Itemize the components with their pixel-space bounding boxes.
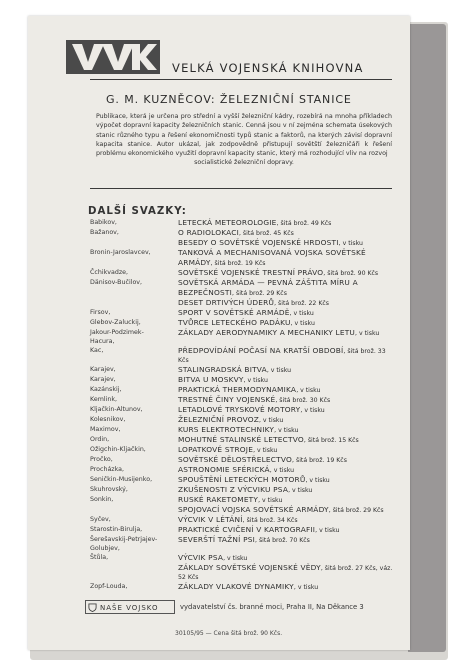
- volume-row: [90, 485, 396, 495]
- volume-note: , v tisku: [305, 477, 330, 484]
- volume-note: , šitá brož. 22 Kčs: [274, 300, 330, 307]
- author-line: Hacura,: [90, 338, 115, 345]
- volume-entry: [178, 328, 396, 346]
- volume-author: [90, 415, 178, 425]
- volume-title: SEVERŠTÍ TAŽNÍ PSI: [178, 535, 256, 544]
- volume-title: ASTRONOMIE SFÉRICKÁ: [178, 465, 270, 474]
- volume-title: PRAKTICKÁ THERMODYNAMIKA: [178, 385, 297, 394]
- volume-entry: [178, 505, 396, 515]
- volume-row: [90, 415, 396, 425]
- volume-row: [90, 445, 396, 455]
- author-line: Firsov,: [90, 309, 111, 316]
- volume-title: SOVĚTSKÁ ARMÁDA — PEVNÁ ZÁŠTITA MÍRU A BEZPEČNOSTI: [178, 278, 358, 297]
- volume-note: , v tisku: [274, 427, 299, 434]
- volume-note: , v tisku: [243, 377, 268, 384]
- volume-author: [90, 405, 178, 415]
- volume-row: [90, 395, 396, 405]
- author-line: Seničkin-Musijenko,: [90, 476, 153, 483]
- volume-author: [90, 375, 178, 385]
- volume-title: DESET DRTIVÝCH ÚDERŮ: [178, 298, 275, 307]
- volume-row: [90, 563, 396, 582]
- volume-entry: [178, 495, 396, 505]
- author-line: Kac,: [90, 347, 104, 354]
- volume-title: TRESTNÉ ČINY VOJENSKÉ: [178, 395, 276, 404]
- volume-author: [90, 485, 178, 495]
- volume-entry: [178, 475, 396, 485]
- volume-entry: [178, 318, 396, 328]
- description-last-line: socialistické železniční dopravy.: [194, 159, 294, 167]
- volume-title: SOVĚTSKÉ DĚLOSTŘELECTVO: [178, 455, 293, 464]
- volume-note: , šitá brož. 27 Kčs, váz. 52 Kčs: [178, 565, 393, 581]
- volume-note: , v tisku: [289, 310, 314, 317]
- publisher-address: vydavatelství čs. branné moci, Praha II, Na Děkance 3: [180, 603, 364, 611]
- volume-title: LOPATKOVÉ STROJE: [178, 445, 254, 454]
- volume-entry: [178, 415, 396, 425]
- volume-note: , v tisku: [293, 584, 319, 591]
- volumes-list: [90, 218, 396, 592]
- volume-author: [90, 525, 178, 535]
- volume-note: , v tisku: [296, 387, 321, 394]
- volume-title: RUSKÉ RAKETOMETY: [178, 495, 259, 504]
- book-description: [96, 112, 392, 168]
- divider-bottom: [90, 188, 392, 189]
- volume-row: [90, 375, 396, 385]
- volume-row: [90, 525, 396, 535]
- volume-entry: [178, 375, 396, 385]
- vvk-logo: [66, 40, 160, 74]
- volume-row: [90, 218, 396, 228]
- volume-author: [90, 278, 178, 298]
- volume-row: [90, 238, 396, 248]
- book-spine: [408, 24, 446, 652]
- volume-author: [90, 475, 178, 485]
- volume-entry: [178, 455, 396, 465]
- volume-entry: [178, 553, 396, 563]
- author-line: Skuhrovský,: [90, 486, 128, 493]
- volume-entry: [178, 525, 396, 535]
- volume-author: [90, 385, 178, 395]
- volume-entry: [178, 278, 396, 298]
- volume-author: [90, 445, 178, 455]
- volume-title: LETADLOVÉ TRYSKOVÉ MOTORY: [178, 405, 301, 414]
- volume-note: , šitá brož. 29 Kčs: [232, 290, 287, 297]
- shield-icon: [88, 603, 97, 612]
- author-line: Bronin-Jaroslavcev,: [90, 249, 151, 256]
- volume-note: , v tisku: [338, 240, 363, 247]
- series-title: VELKÁ VOJENSKÁ KNIHOVNA: [172, 61, 364, 75]
- author-line: Kljačkin-Altunov,: [90, 406, 143, 413]
- volume-author: [90, 563, 178, 582]
- volume-note: , šitá brož. 15 Kčs: [303, 437, 359, 444]
- volume-entry: [178, 218, 396, 228]
- volume-note: , v tisku: [266, 367, 292, 374]
- volume-title: ZKUŠENOSTI Z VÝCVIKU PSA: [178, 485, 289, 494]
- volume-note: , v tisku: [223, 555, 248, 562]
- volume-title: PŘEDPOVÍDÁNÍ POČASÍ NA KRATŠÍ OBDOBÍ: [178, 346, 344, 355]
- author-line: Zopf-Louda,: [90, 583, 128, 590]
- volume-row: [90, 465, 396, 475]
- volume-entry: [178, 485, 396, 495]
- volume-title: BESEDY O SOVĚTSKÉ VOJENSKÉ HRDOSTI: [178, 238, 339, 247]
- author-line: Dänisov-Bučilov,: [90, 279, 143, 286]
- volume-row: [90, 385, 396, 395]
- volume-author: [90, 425, 178, 435]
- volume-title: VÝCVIK V LÉTÁNÍ: [178, 515, 243, 524]
- volume-note: , v tisku: [315, 527, 340, 534]
- volume-author: [90, 495, 178, 505]
- volume-author: [90, 582, 178, 592]
- volume-row: [90, 228, 396, 238]
- volume-entry: [178, 435, 396, 445]
- volume-entry: [178, 582, 396, 592]
- volume-note: , šitá brož. 33 Kčs: [178, 348, 386, 364]
- volume-row: [90, 298, 396, 308]
- volume-note: , šitá brož. 19 Kčs: [210, 260, 266, 267]
- volume-row: [90, 553, 396, 563]
- volume-row: [90, 328, 396, 346]
- volume-title: SOVĚTSKÉ VOJENSKÉ TRESTNÍ PRÁVO: [178, 268, 324, 277]
- author-line: Karajev,: [90, 366, 116, 373]
- volume-note: , šitá brož. 49 Kčs: [276, 220, 332, 227]
- volume-entry: [178, 563, 396, 582]
- volume-row: [90, 308, 396, 318]
- author-line: Sonkin,: [90, 496, 114, 503]
- volume-entry: [178, 268, 396, 278]
- volume-author: [90, 515, 178, 525]
- author-line: Golubjev,: [90, 545, 120, 552]
- volume-title: ZÁKLADY SOVĚTSKÉ VOJENSKÉ VĚDY: [178, 563, 321, 572]
- volume-author: [90, 395, 178, 405]
- volume-author: [90, 505, 178, 515]
- imprint-logo-text: NAŠE VOJSKO: [100, 604, 159, 612]
- volume-entry: [178, 425, 396, 435]
- volume-row: [90, 435, 396, 445]
- volume-row: [90, 495, 396, 505]
- author-line: Čchikvadze,: [90, 269, 129, 276]
- author-line: Karajev,: [90, 376, 116, 383]
- volume-entry: [178, 346, 396, 365]
- divider-top: [90, 79, 392, 80]
- volume-note: , v tisku: [259, 417, 284, 424]
- volume-title: PRAKTICKÉ CVIČENÍ V KARTOGRAFII: [178, 525, 316, 534]
- author-line: Ožigchin-Kljačkin,: [90, 446, 146, 453]
- volume-row: [90, 425, 396, 435]
- volume-row: [90, 346, 396, 365]
- author-line: Starostin-Birulja,: [90, 526, 143, 533]
- volume-row: [90, 248, 396, 268]
- volume-note: , v tisku: [269, 467, 295, 474]
- volume-title: STALINGRADSKÁ BITVA: [178, 365, 267, 374]
- volume-row: [90, 318, 396, 328]
- volume-title: KURS ELEKTROTECHNIKY: [178, 425, 275, 434]
- volume-title: SPOUŠTĚNÍ LETECKÝCH MOTORŮ: [178, 475, 306, 484]
- author-line: Pročko,: [90, 456, 113, 463]
- volume-note: , v tisku: [355, 330, 380, 337]
- author-line: Kemlink,: [90, 396, 117, 403]
- volume-row: [90, 515, 396, 525]
- author-line: Kazánskij,: [90, 386, 122, 393]
- author-line: Babikov,: [90, 219, 117, 226]
- book-title: G. M. KUZNĚCOV: ŽELEZNIČNÍ STANICE: [106, 93, 352, 106]
- volume-title: ŽELEZNIČNÍ PROVOZ: [178, 415, 259, 424]
- volume-row: [90, 475, 396, 485]
- volume-title: MOHUTNÉ STALINSKÉ LETECTVO: [178, 435, 304, 444]
- volume-entry: [178, 515, 396, 525]
- volume-author: [90, 308, 178, 318]
- author-line: Bažanov,: [90, 229, 119, 236]
- volume-entry: [178, 385, 396, 395]
- volume-entry: [178, 405, 396, 415]
- volume-author: [90, 455, 178, 465]
- volume-title: ZÁKLADY VLAKOVÉ DYNAMIKY: [178, 582, 294, 591]
- volume-note: , v tisku: [253, 447, 278, 454]
- volume-entry: [178, 365, 396, 375]
- volume-note: , v tisku: [290, 320, 315, 327]
- volume-row: [90, 505, 396, 515]
- volume-author: [90, 346, 178, 365]
- imprint-logo: [85, 600, 175, 614]
- volume-row: [90, 278, 396, 298]
- volume-author: [90, 318, 178, 328]
- volume-note: , v tisku: [300, 407, 325, 414]
- volume-row: [90, 405, 396, 415]
- volume-title: ZÁKLADY AERODYNAMIKY A MECHANIKY LETU: [178, 328, 356, 337]
- author-line: Jakour-Podzimek-: [90, 329, 144, 336]
- author-line: Maximov,: [90, 426, 121, 433]
- volume-author: [90, 248, 178, 268]
- description-paragraph: Publikace, která je určena pro střední a vyšší železniční kádry, rozebírá na mnoha příkladech výpočet dopravní kapacity železničních stanic. Cenná jsou v ní zejména schemata úsekových stanic různého typu a řešení ekonomičnosti typů stanic a faktorů, na kterých závisí dopravní kapacita stanice. Autor ukázal, jak zodpovědně přistupují sovětští železničáři k řešení problému ekonomického využití dopravní kapacity stanic, který má rozhodující vliv na rozvoj: [96, 113, 392, 158]
- volume-title: SPORT V SOVĚTSKÉ ARMÁDĚ: [178, 308, 290, 317]
- volume-entry: [178, 238, 396, 248]
- volume-note: , v tisku: [258, 497, 283, 504]
- volume-row: [90, 365, 396, 375]
- volume-title: SPOJOVACÍ VOJSKA SOVĚTSKÉ ARMÁDY: [178, 505, 329, 514]
- volume-author: [90, 553, 178, 563]
- volume-note: , šitá brož. 90 Kčs: [323, 270, 379, 277]
- volume-title: TVŮRCE LETECKÉHO PADÁKU: [178, 318, 291, 327]
- volume-author: [90, 218, 178, 228]
- volume-entry: [178, 465, 396, 475]
- author-line: Glebov-Zaluckij,: [90, 319, 141, 326]
- volume-row: [90, 268, 396, 278]
- author-line: Kolesnikov,: [90, 416, 126, 423]
- author-line: Štůla,: [90, 554, 109, 561]
- volume-title: TANKOVÁ A MECHANISOVANÁ VOJSKA SOVĚTSKÉ ARMÁDY: [178, 248, 366, 267]
- volume-note: , šitá brož. 34 Kčs: [242, 517, 298, 524]
- volume-author: [90, 465, 178, 475]
- volume-note: , šitá brož. 29 Kčs: [328, 507, 384, 514]
- volume-title: BITVA U MOSKVY: [178, 375, 244, 384]
- volume-row: [90, 455, 396, 465]
- volume-title: VÝCVIK PSA: [178, 553, 224, 562]
- volume-entry: [178, 395, 396, 405]
- author-line: Šerešavskij-Petrjajev-: [90, 536, 158, 543]
- volume-note: , šitá brož. 30 Kčs: [275, 397, 331, 404]
- volume-note: , šitá brož. 70 Kčs: [255, 537, 310, 544]
- volume-entry: [178, 535, 396, 553]
- volume-entry: [178, 228, 396, 238]
- volume-row: [90, 582, 396, 592]
- volume-title: O RADIOLOKACI: [178, 228, 239, 237]
- volume-title: LETECKÁ METEOROLOGIE: [178, 218, 277, 227]
- volume-author: [90, 365, 178, 375]
- author-line: Syčev,: [90, 516, 111, 523]
- volume-author: [90, 268, 178, 278]
- volume-author: [90, 228, 178, 238]
- volume-author: [90, 435, 178, 445]
- volume-entry: [178, 298, 396, 308]
- volume-author: [90, 328, 178, 346]
- author-line: Procházka,: [90, 466, 125, 473]
- volume-author: [90, 535, 178, 553]
- volume-author: [90, 238, 178, 248]
- volume-author: [90, 298, 178, 308]
- price-line: 30105/95 — Cena šitá brož. 90 Kčs.: [175, 630, 283, 637]
- volume-row: [90, 535, 396, 553]
- author-line: Ordin,: [90, 436, 110, 443]
- volume-note: , v tisku: [288, 487, 313, 494]
- volume-entry: [178, 308, 396, 318]
- volume-note: , šitá brož. 19 Kčs: [292, 457, 347, 464]
- volume-entry: [178, 248, 396, 268]
- volume-entry: [178, 445, 396, 455]
- section-heading: DALŠÍ SVAZKY:: [88, 206, 187, 217]
- volume-note: , šitá brož. 45 Kčs: [239, 230, 294, 237]
